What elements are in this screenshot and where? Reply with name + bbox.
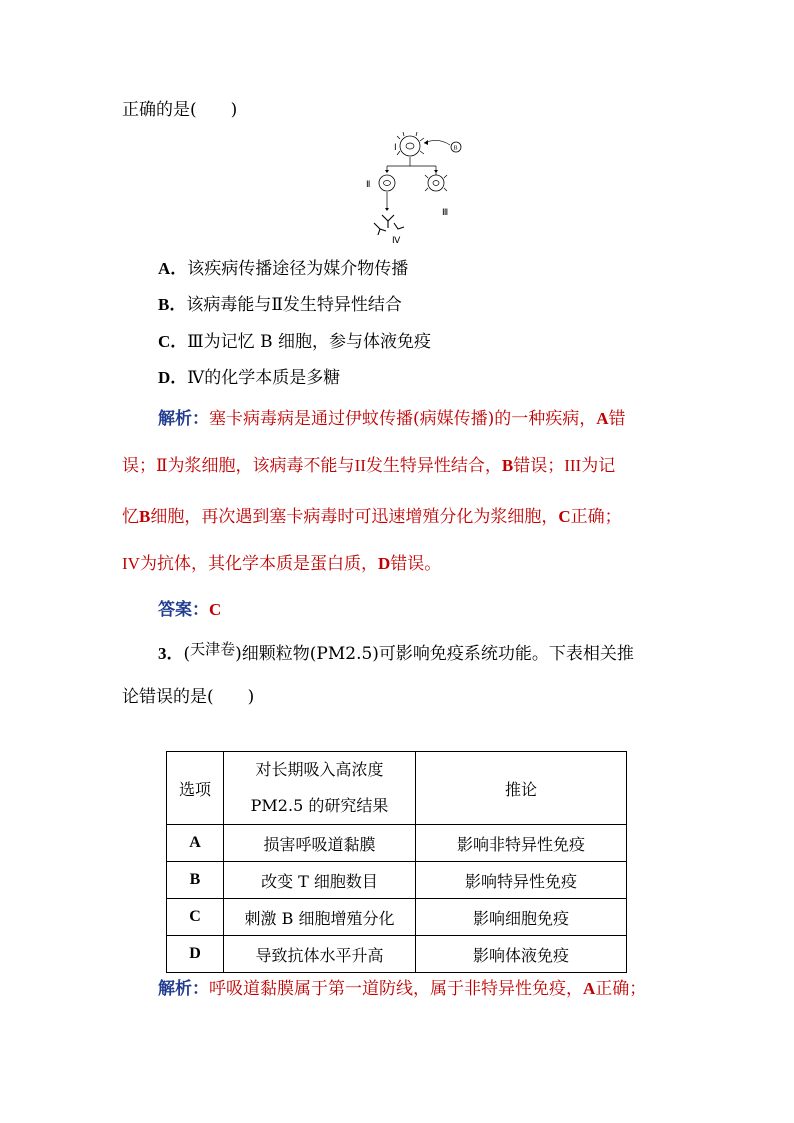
row-inference: 影响特异性免疫 <box>416 862 627 899</box>
option-b-letter: B． <box>158 295 187 314</box>
row-result: 导致抗体水平升高 <box>224 936 416 973</box>
table-row <box>167 899 627 936</box>
option-b-text: 该病毒能与Ⅱ发生特异性结合 <box>186 295 402 315</box>
label-ii: Ⅱ <box>366 179 371 189</box>
analysis-text: 正确； <box>570 507 622 527</box>
analysis-letter: A <box>596 409 609 428</box>
option-d-text: Ⅳ的化学本质是多糖 <box>187 368 341 388</box>
question-3-line-1 <box>158 640 634 665</box>
analysis-label: 解析 <box>158 409 192 429</box>
analysis-letter: B <box>139 507 151 526</box>
header-result-line-2: PM2.5 的研究结果 <box>250 796 389 815</box>
header-inference: 推论 <box>416 752 627 825</box>
row-option: D <box>167 936 224 973</box>
cell-ii-icon <box>379 175 395 191</box>
row-result: 刺激 B 细胞增殖分化 <box>224 899 416 936</box>
antibody-icon <box>374 215 404 235</box>
label-i: Ⅰ <box>394 142 397 152</box>
analysis-roman: II <box>354 456 366 475</box>
option-d-letter: D． <box>158 368 188 387</box>
analysis-text: 忆 <box>122 507 139 527</box>
analysis-text: 塞卡病毒病是通过伊蚊传播(病媒传播)的一种疾病， <box>209 409 597 429</box>
table-row <box>167 825 627 862</box>
analysis-letter: D <box>377 554 391 573</box>
analysis-line-3 <box>122 506 622 528</box>
question-3-line-2: 论错误的是( ) <box>122 687 255 707</box>
paren-open: ( <box>183 644 191 664</box>
row-inference: 影响细胞免疫 <box>416 899 627 936</box>
option-c-letter: C． <box>158 332 188 351</box>
pm25-table <box>166 751 627 973</box>
analysis-text: 细胞，再次遇到塞卡病毒时可迅速增殖分化为浆细胞， <box>150 507 559 527</box>
row-result: 改变 T 细胞数目 <box>224 862 416 899</box>
option-c <box>158 331 431 353</box>
row-option: B <box>167 862 224 899</box>
immune-diagram-svg <box>360 131 470 249</box>
analysis-text: 错误； <box>513 456 565 476</box>
analysis-line-2 <box>122 455 615 477</box>
row-option: A <box>167 825 224 862</box>
table-header-row <box>167 752 627 825</box>
analysis-text: 为记 <box>581 456 616 476</box>
analysis-roman: IV <box>122 554 140 573</box>
header-result <box>224 752 416 825</box>
analysis-letter: B <box>501 456 514 475</box>
analysis-text: 呼吸道黏膜属于第一道防线，属于非特异性免疫， <box>209 979 583 999</box>
option-a-text: 该疾病传播途径为媒介物传播 <box>187 259 409 279</box>
immune-diagram <box>360 131 470 249</box>
analysis-text: 错 <box>608 409 626 429</box>
answer-label: 答案 <box>158 600 192 620</box>
header-option: 选项 <box>167 752 224 825</box>
analysis-letter: A <box>583 979 596 998</box>
answer-value: C <box>209 600 222 619</box>
option-b <box>158 294 402 316</box>
option-d <box>158 367 340 389</box>
row-result: 损害呼吸道黏膜 <box>224 825 416 862</box>
analysis-letter: C <box>558 507 571 526</box>
row-inference: 影响体液免疫 <box>416 936 627 973</box>
analysis-label: 解析 <box>158 979 192 999</box>
analysis-colon: ： <box>192 979 209 999</box>
cell-iii-icon <box>425 172 447 192</box>
analysis-roman: III <box>564 456 582 475</box>
header-result-line-1: 对长期吸入高浓度 <box>255 760 384 779</box>
analysis-text: 正确； <box>595 979 647 999</box>
question-3-text: )细颗粒物(PM2.5)可影响免疫系统功能。下表相关推 <box>235 644 634 664</box>
cell-i-icon <box>397 132 424 156</box>
label-iv: Ⅳ <box>392 235 401 245</box>
row-inference: 影响非特异性免疫 <box>416 825 627 862</box>
option-a <box>158 258 408 280</box>
question-stem: 正确的是( ) <box>122 100 238 120</box>
option-c-text: Ⅲ为记忆 B 细胞，参与体液免疫 <box>187 332 431 352</box>
answer-line <box>158 599 221 621</box>
analysis-text: 发生特异性结合， <box>365 456 502 476</box>
answer-colon: ： <box>192 600 209 620</box>
question-source: 天津卷 <box>190 640 236 658</box>
row-option: C <box>167 899 224 936</box>
q3-analysis-line <box>158 978 646 1000</box>
analysis-text: 为抗体，其化学本质是蛋白质， <box>139 554 378 574</box>
label-iii: Ⅲ <box>442 207 449 217</box>
analysis-text: 误；Ⅱ为浆细胞，该病毒不能与 <box>122 456 355 476</box>
table-row <box>167 862 627 899</box>
question-number: 3． <box>158 644 184 663</box>
label-virus: B <box>453 145 458 152</box>
analysis-line-1 <box>158 408 626 430</box>
table-row <box>167 936 627 973</box>
analysis-line-4 <box>122 553 441 575</box>
option-a-letter: A． <box>158 259 188 278</box>
analysis-text: 错误。 <box>390 554 442 574</box>
analysis-colon: ： <box>192 409 209 429</box>
